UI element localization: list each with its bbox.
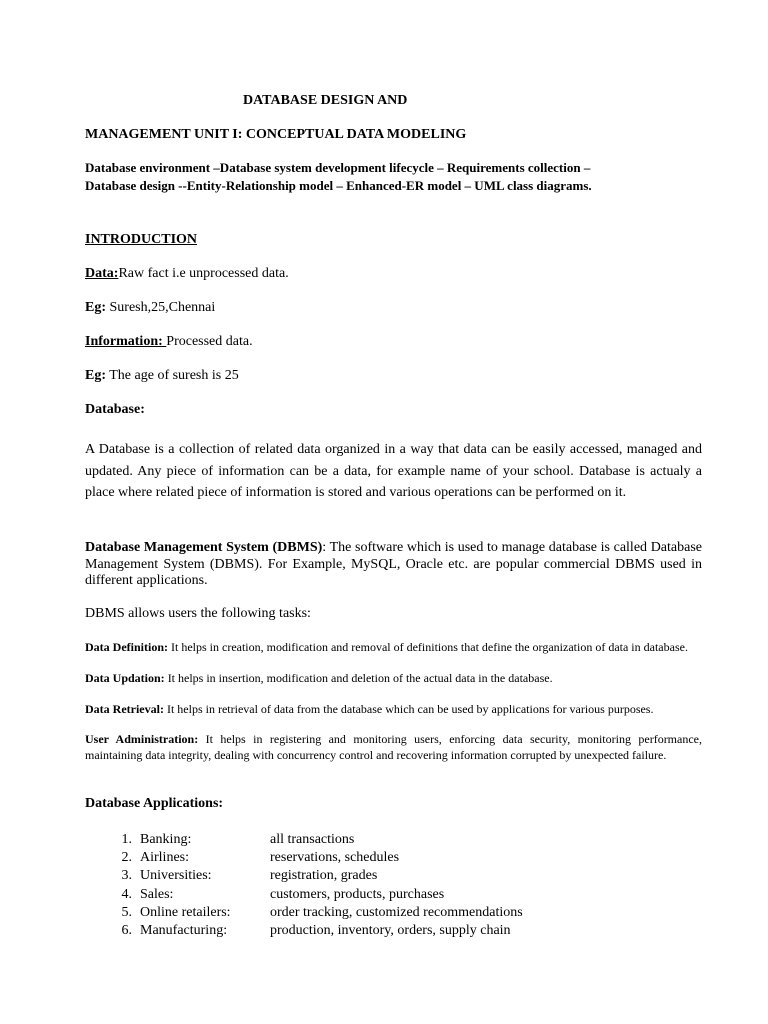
doc-title-line2: MANAGEMENT UNIT I: CONCEPTUAL DATA MODELING	[85, 127, 467, 142]
dbms-tasks-intro: DBMS allows users the following tasks:	[85, 606, 311, 621]
list-item: 2. Airlines: reservations, schedules	[121, 850, 400, 866]
applications-heading: Database Applications:	[85, 796, 224, 811]
example-line-2	[85, 368, 239, 384]
task-ret-label: Data Retrieval:	[85, 702, 164, 716]
eg1-label: Eg:	[85, 300, 106, 315]
topics-line2: Database design --Entity-Relationship model – Enhanced-ER model – UML class diagrams.	[85, 178, 592, 193]
list-item: 6. Manufacturing: production, inventory, orders, supply chain	[121, 923, 511, 939]
dbms-paragraph	[85, 540, 702, 590]
task-adm-text: It helps in registering and monitoring users, enforcing data security, monitoring performance, maintaining data integrity, dealing with concurrency control and recovering information corrupted by unexpected failure.	[85, 732, 702, 762]
task-upd-label: Data Updation:	[85, 671, 165, 685]
database-paragraph: A Database is a collection of related data organized in a way that data can be easily accessed, managed and updated. Any piece of information can be a data, for example name of your school. Database is actualy a place where related piece of information is stored and various operations can be performed on it.	[85, 442, 702, 500]
dbms-label: Database Management System (DBMS)	[85, 540, 323, 555]
data-definition-line	[85, 266, 289, 282]
task-def-label: Data Definition:	[85, 640, 168, 654]
task-user-administration	[85, 732, 702, 763]
information-definition-line	[85, 334, 253, 350]
list-item: 5. Online retailers: order tracking, customized recommendations	[121, 904, 523, 920]
example-line-1	[85, 300, 215, 316]
applications-list	[106, 831, 523, 940]
list-item: 1. Banking: all transactions	[121, 832, 355, 847]
eg2-label: Eg:	[85, 368, 106, 383]
data-label: Data:	[85, 266, 119, 281]
task-data-definition	[85, 640, 702, 656]
eg1-text: Suresh,25,Chennai	[106, 300, 216, 315]
task-upd-text: It helps in insertion, modification and deletion of the actual data in the database.	[164, 671, 553, 685]
list-item: 3. Universities: registration, grades	[121, 868, 378, 884]
info-label: Information:	[85, 334, 167, 349]
task-data-updation	[85, 671, 553, 687]
info-text: Processed data.	[166, 334, 253, 349]
list-item: 4. Sales: customers, products, purchases	[121, 886, 445, 902]
topics-line1: Database environment –Database system development lifecycle – Requirements collection –	[85, 160, 591, 175]
database-heading: Database:	[85, 402, 145, 417]
doc-title-line1: DATABASE DESIGN AND	[243, 93, 408, 108]
task-data-retrieval	[85, 702, 702, 718]
task-adm-label: User Administration:	[85, 732, 199, 746]
data-text: Raw fact i.e unprocessed data.	[118, 266, 289, 281]
task-ret-text: It helps in retrieval of data from the database which can be used by applications for various purposes.	[163, 702, 654, 716]
dbms-text: : The software which is used to manage database is called Database Management System (DBMS). For Example, MySQL, Oracle etc. are popular commercial DBMS used in different applications.	[85, 540, 702, 588]
eg2-text: The age of suresh is 25	[106, 368, 239, 383]
task-def-text: It helps in creation, modification and removal of definitions that define the organization of data in database.	[168, 640, 688, 654]
introduction-heading: INTRODUCTION	[85, 232, 198, 247]
